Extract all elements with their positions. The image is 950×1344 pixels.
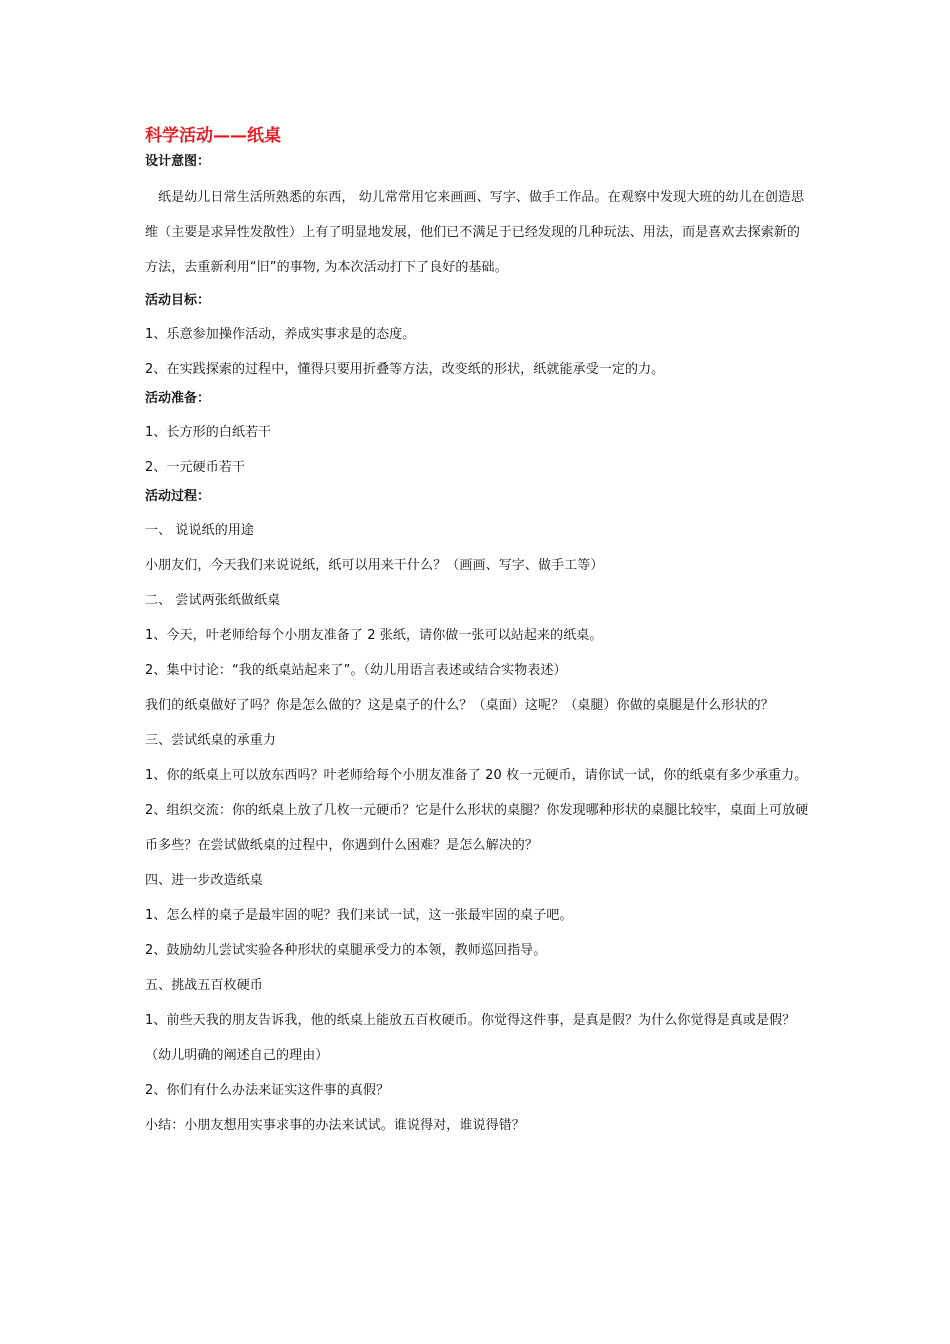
process-step: 1、今天，叶老师给每个小朋友准备了 2 张纸，请你做一张可以站起来的纸桌。 xyxy=(145,628,603,643)
process-step: 我们的纸桌做好了吗？你是怎么做的？这是桌子的什么？（桌面）这呢？（桌腿）你做的桌腿是什么形状的？ xyxy=(145,698,774,713)
prep-item: 2、一元硬币若干 xyxy=(145,460,246,475)
process-step: 1、怎么样的桌子是最牢固的呢？我们来试一试，这一张最牢固的桌子吧。 xyxy=(145,908,573,923)
process-summary: 小结：小朋友想用实事求事的办法来试试。谁说得对，谁说得错？ xyxy=(145,1118,525,1133)
design-intent-paragraph: 纸是幼儿日常生活所熟悉的东西， 幼儿常常用它来画画、写字、做手工作品。在观察中发现大班的幼儿在创造思维（主要是求异性发散性）上有了明显地发展，他们已不满足于已经发现的几种玩法、用法，而是喜欢去探索新的方法，去重新利用“旧”的事物, 为本次活动打下了良好的基础。 xyxy=(145,190,805,275)
process-step: 2、鼓励幼儿尝试实验各种形状的桌腿承受力的本领，教师巡回指导。 xyxy=(145,943,547,958)
goals-heading: 活动目标： xyxy=(145,293,211,308)
process-step: 1、你的纸桌上可以放东西吗？叶老师给每个小朋友准备了 20 枚一元硬币，请你试一试，你的纸桌有多少承重力。 xyxy=(145,768,808,783)
process-step: 二、 尝试两张纸做纸桌 xyxy=(145,593,281,608)
goal-item: 2、在实践探索的过程中，懂得只要用折叠等方法，改变纸的形状，纸就能承受一定的力。 xyxy=(145,362,665,377)
process-heading: 活动过程： xyxy=(145,489,211,504)
prep-item: 1、长方形的白纸若干 xyxy=(145,425,272,440)
prep-heading: 活动准备： xyxy=(145,391,211,406)
process-step: 小朋友们，今天我们来说说纸，纸可以用来干什么？（画画、写字、做手工等） xyxy=(145,558,604,573)
process-step: 五、挑战五百枚硬币 xyxy=(145,978,263,993)
process-step: 1、前些天我的朋友告诉我，他的纸桌上能放五百枚硬币。你觉得这件事，是真是假？为什么你觉得是真或是假？（幼儿明确的阐述自己的理由） xyxy=(145,1013,796,1063)
process-step: 2、集中讨论：“我的纸桌站起来了”。（幼儿用语言表述或结合实物表述） xyxy=(145,663,567,678)
design-intent-heading: 设计意图： xyxy=(145,154,211,169)
process-step: 2、组织交流：你的纸桌上放了几枚一元硬币？它是什么形状的桌腿？你发现哪种形状的桌腿比较牢，桌面上可放硬币多些？在尝试做纸桌的过程中，你遇到什么困难？是怎么解决的？ xyxy=(145,803,809,853)
process-step: 一、 说说纸的用途 xyxy=(145,523,255,538)
goal-item: 1、乐意参加操作活动，养成实事求是的态度。 xyxy=(145,327,416,342)
process-step: 2、你们有什么办法来证实这件事的真假？ xyxy=(145,1083,390,1098)
document-title: 科学活动——纸桌 xyxy=(145,126,281,146)
process-step: 三、尝试纸桌的承重力 xyxy=(145,733,277,748)
document-page xyxy=(145,122,810,1143)
process-step: 四、进一步改造纸桌 xyxy=(145,873,263,888)
